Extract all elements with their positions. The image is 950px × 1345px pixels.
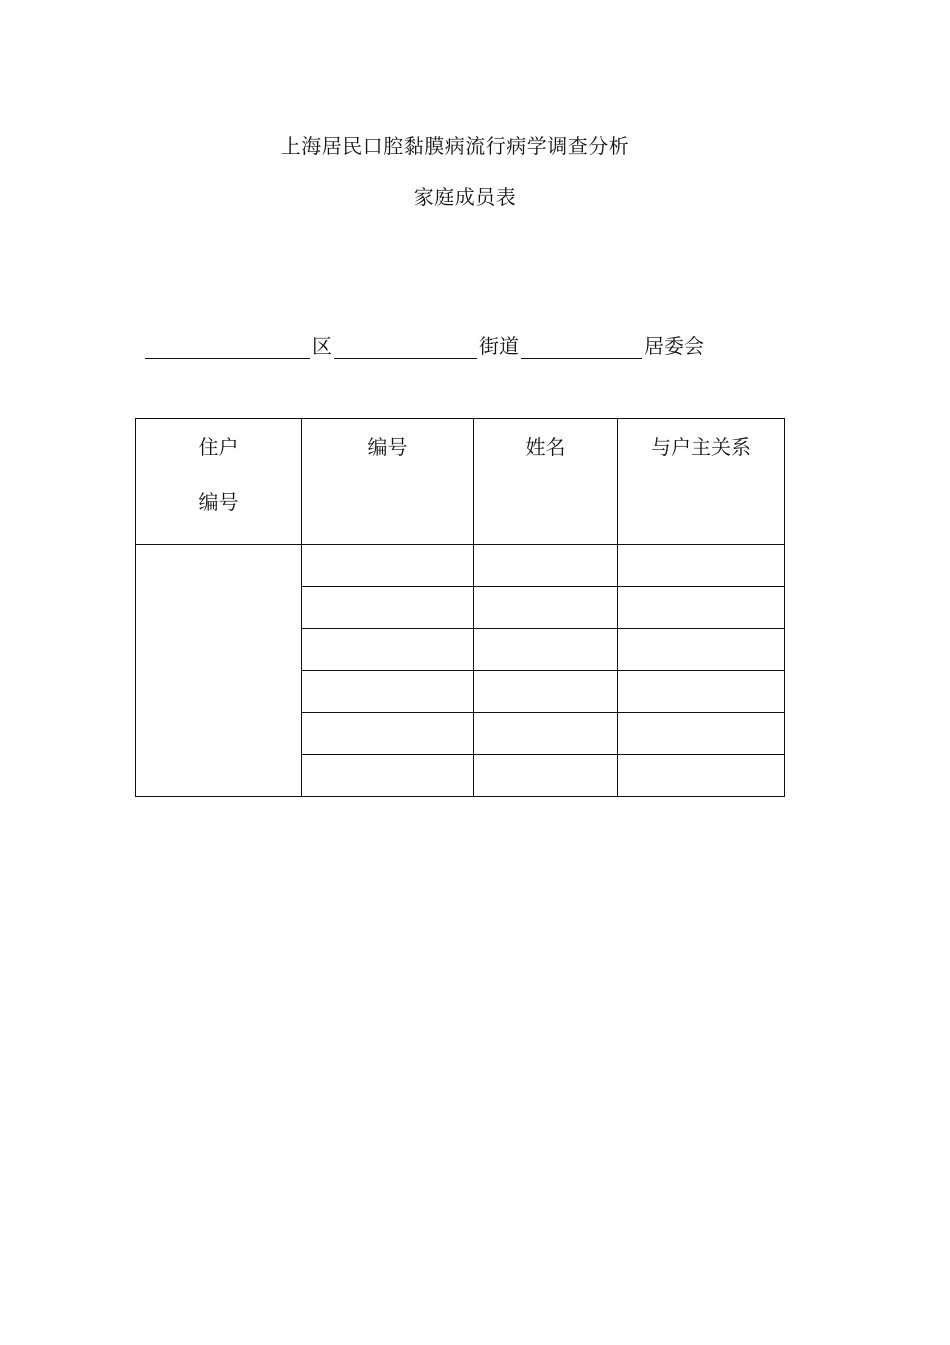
header-relationship-label: 与户主关系: [651, 435, 751, 459]
member-number-cell[interactable]: [302, 587, 474, 629]
document-title: 上海居民口腔黏膜病流行病学调查分析: [280, 134, 630, 158]
street-label: 街道: [479, 334, 519, 358]
member-number-cell[interactable]: [302, 629, 474, 671]
document-subtitle: 家庭成员表: [413, 185, 517, 209]
header-member-number-label: 编号: [367, 435, 408, 459]
table-row: [136, 545, 785, 587]
relationship-cell[interactable]: [618, 671, 785, 713]
relationship-cell[interactable]: [618, 755, 785, 797]
name-cell[interactable]: [474, 545, 618, 587]
relationship-cell[interactable]: [618, 713, 785, 755]
address-line: [145, 330, 706, 359]
name-cell[interactable]: [474, 671, 618, 713]
header-name: [474, 419, 618, 545]
header-household-number-line2: 编号: [198, 490, 239, 514]
header-relationship: [618, 419, 785, 545]
member-number-cell[interactable]: [302, 713, 474, 755]
committee-blank[interactable]: [521, 336, 642, 359]
name-cell[interactable]: [474, 713, 618, 755]
header-household-number-line1: 住户: [198, 435, 239, 459]
family-members-table: [135, 418, 785, 797]
relationship-cell[interactable]: [618, 629, 785, 671]
relationship-cell[interactable]: [618, 545, 785, 587]
committee-label: 居委会: [644, 334, 704, 358]
name-cell[interactable]: [474, 755, 618, 797]
member-number-cell[interactable]: [302, 755, 474, 797]
member-number-cell[interactable]: [302, 671, 474, 713]
header-member-number: [302, 419, 474, 545]
district-blank[interactable]: [145, 336, 310, 359]
relationship-cell[interactable]: [618, 587, 785, 629]
name-cell[interactable]: [474, 629, 618, 671]
street-blank[interactable]: [334, 336, 477, 359]
table-header-row: [136, 419, 785, 545]
member-number-cell[interactable]: [302, 545, 474, 587]
district-label: 区: [312, 334, 332, 358]
header-name-label: 姓名: [525, 435, 566, 459]
household-number-cell[interactable]: [136, 545, 302, 797]
header-household-number: [136, 419, 302, 545]
name-cell[interactable]: [474, 587, 618, 629]
